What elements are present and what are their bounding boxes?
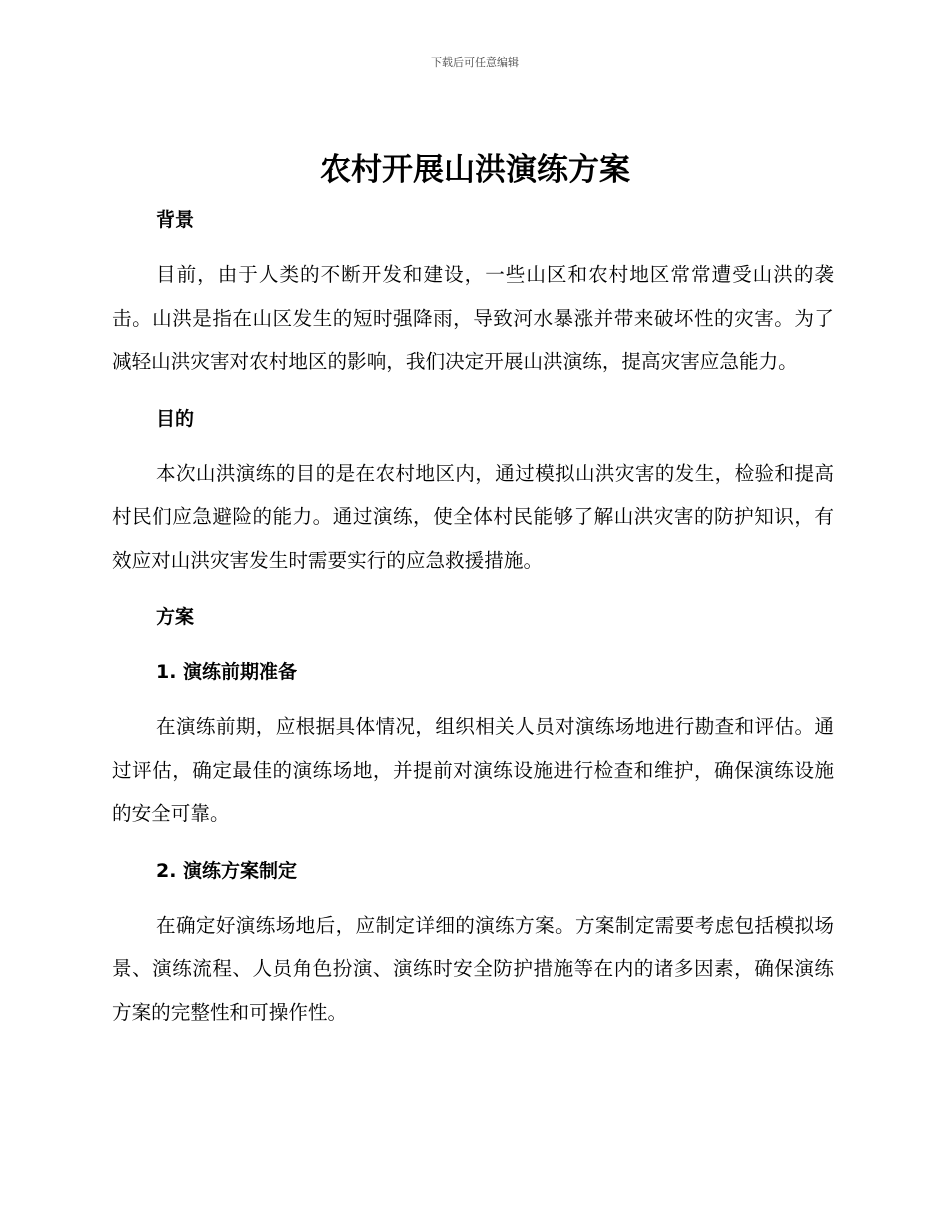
section-heading-background: 背景 [156, 209, 195, 231]
subsection-heading-preparation: 1. 演练前期准备 [156, 661, 298, 683]
subsection-text-plan-making: 在确定好演练场地后，应制定详细的演练方案。方案制定需要考虑包括模拟场景、演练流程、人员角色扮演、演练时安全防护措施等在内的诸多因素，确保演练方案的完整性和可操作性。 [112, 913, 834, 1024]
section-text-background: 目前，由于人类的不断开发和建设，一些山区和农村地区常常遭受山洪的袭击。山洪是指在山区发生的短时强降雨，导致河水暴涨并带来破坏性的灾害。为了减轻山洪灾害对农村地区的影响，我们决定开展山洪演练，提高灾害应急能力。 [112, 263, 834, 373]
document-title: 农村开展山洪演练方案 [320, 152, 630, 188]
subsection-heading-plan-making: 2. 演练方案制定 [156, 859, 298, 882]
section-text-purpose: 本次山洪演练的目的是在农村地区内，通过模拟山洪灾害的发生，检验和提高村民们应急避险的能力。通过演练，使全体村民能够了解山洪灾害的防护知识，有效应对山洪灾害发生时需要实行的应急救援措施。 [112, 461, 834, 572]
header-note: 下载后可任意编辑 [431, 56, 519, 69]
document-body [112, 200, 834, 1034]
subsection-text-preparation: 在演练前期，应根据具体情况，组织相关人员对演练场地进行勘查和评估。通过评估，确定最佳的演练场地，并提前对演练设施进行检查和维护，确保演练设施的安全可靠。 [112, 715, 834, 825]
section-heading-plan: 方案 [156, 606, 195, 628]
section-heading-purpose: 目的 [156, 407, 195, 430]
